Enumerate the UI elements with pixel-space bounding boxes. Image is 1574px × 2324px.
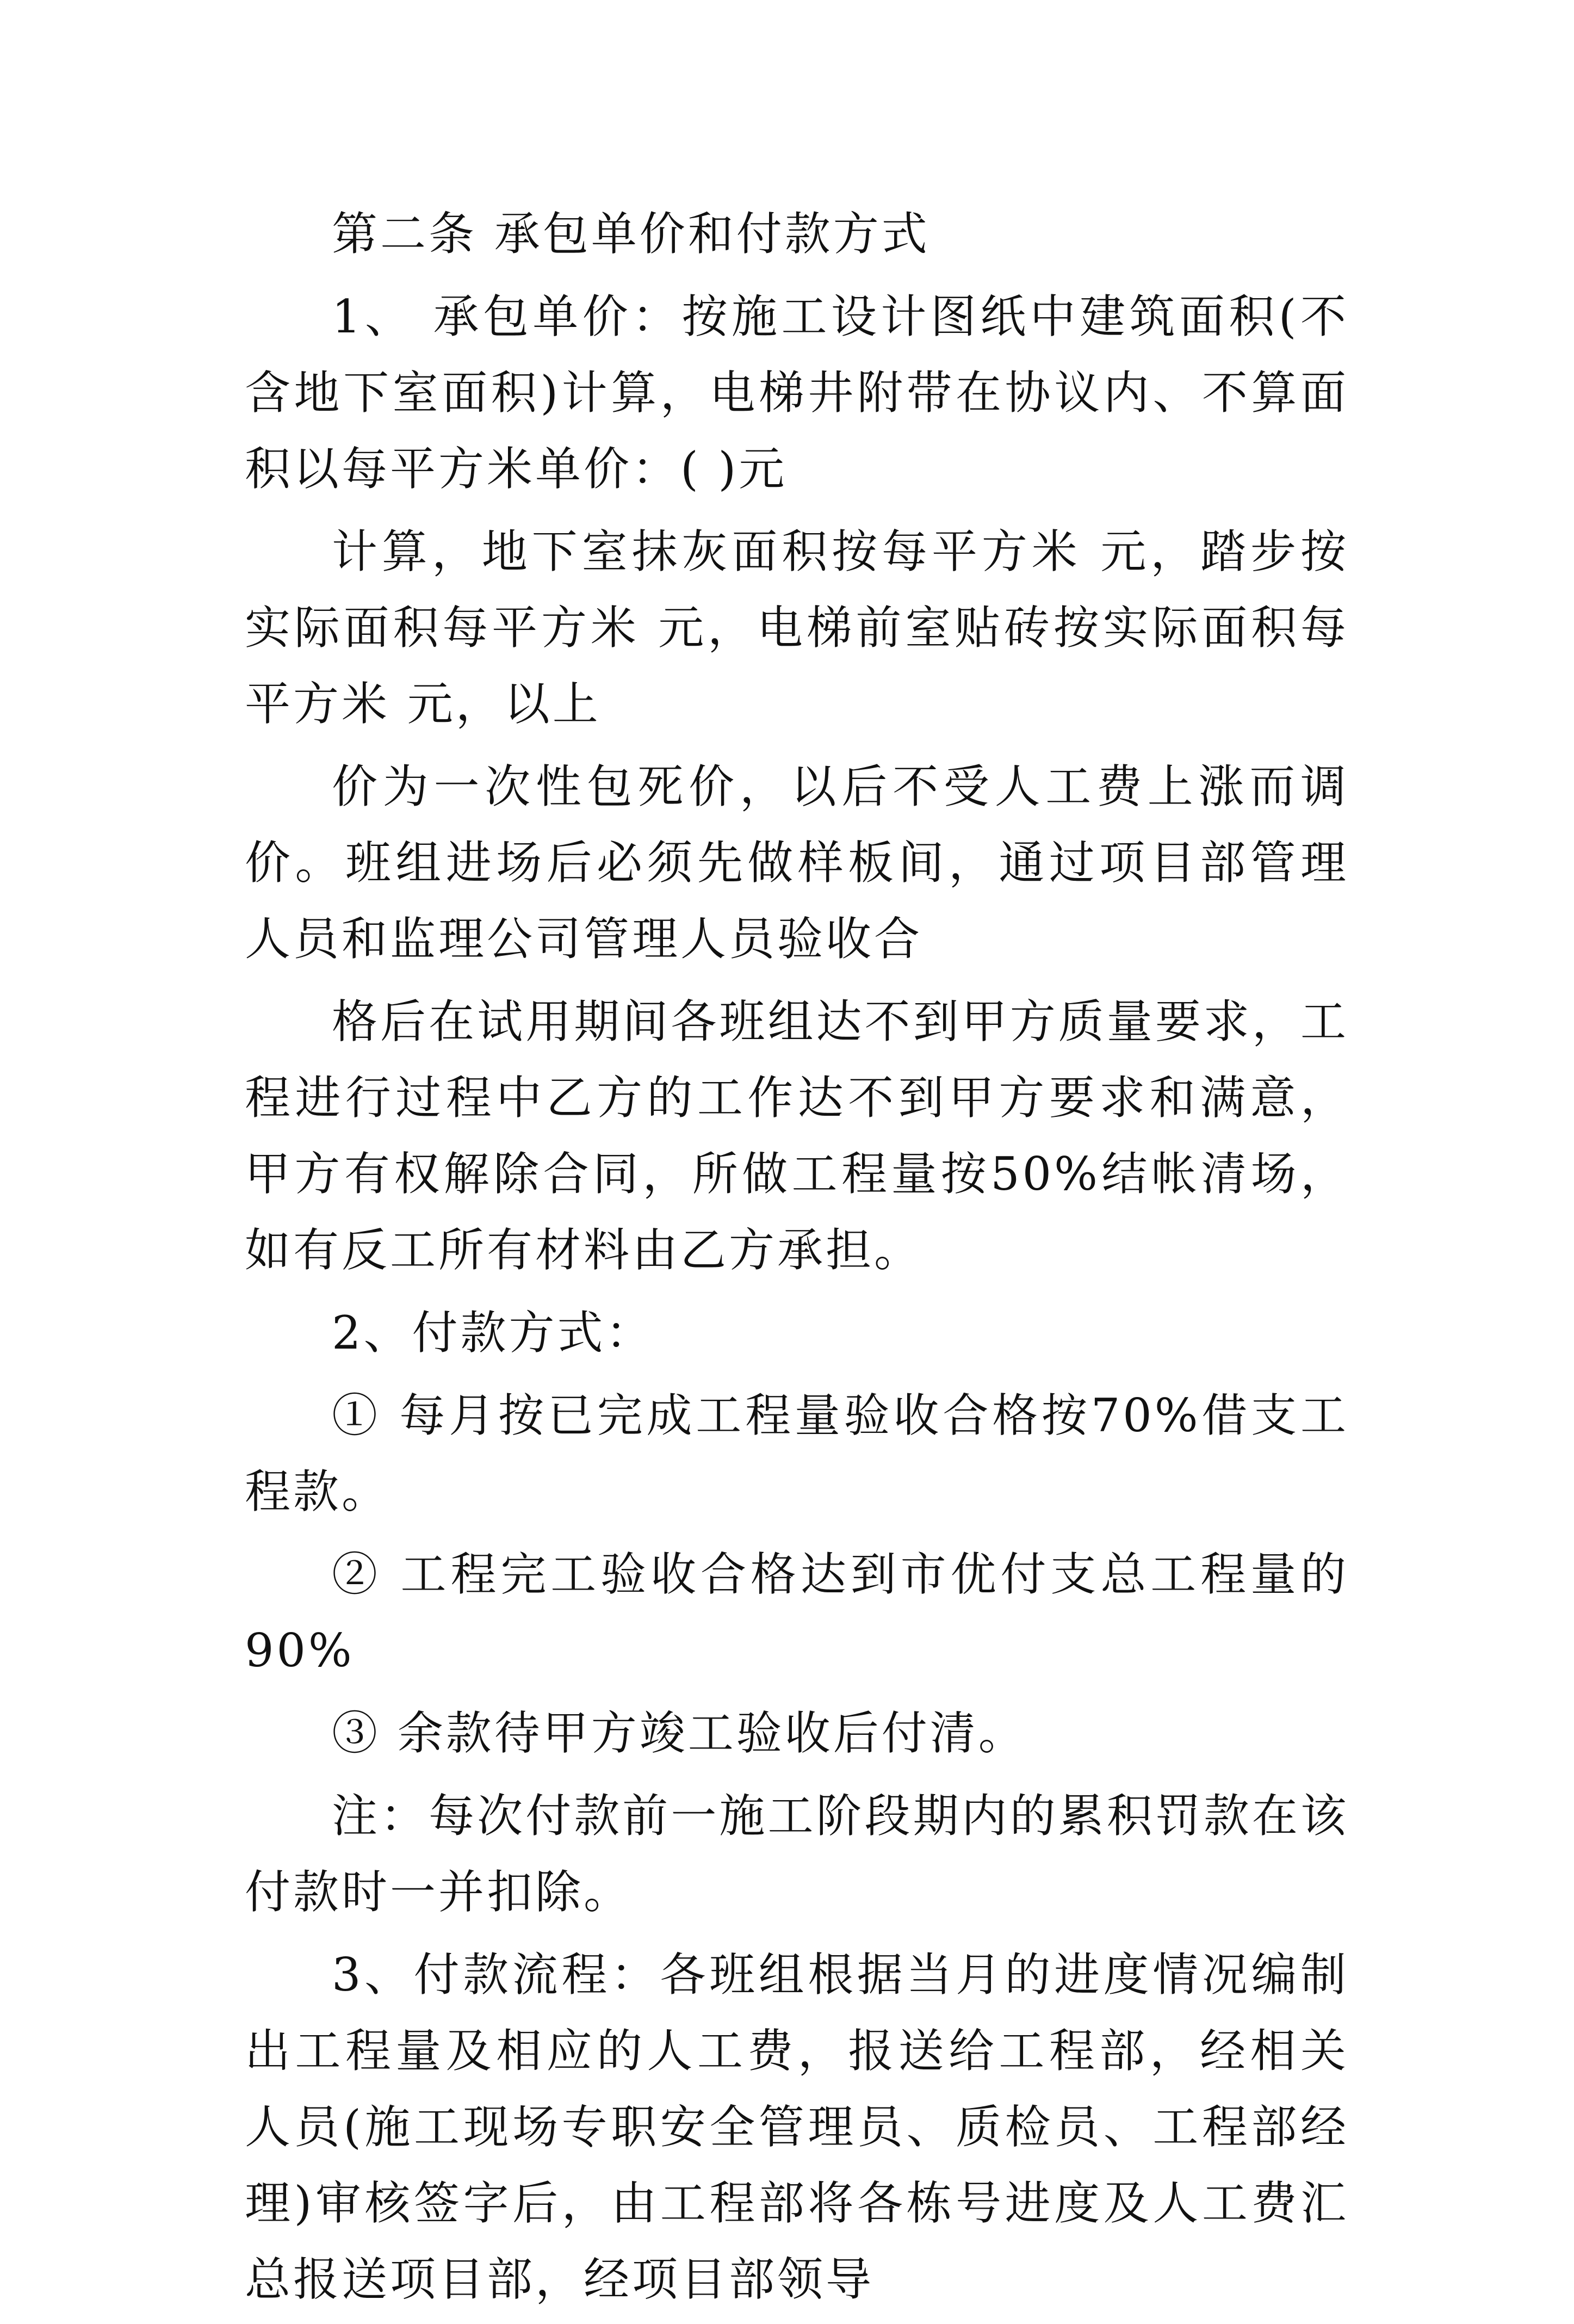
paragraph-payment-process: 3、付款流程：各班组根据当月的进度情况编制出工程量及相应的人工费，报送给工程部，经相关人员(施工现场专职安全管理员、质检员、工程部经理)审核签字后，由工程部将各栋号进度及人工费汇总报送项目部，经项目部领导 [245, 1948, 1349, 2306]
paragraph-payment-method: 2、付款方式： [332, 1306, 654, 1359]
section-heading: 第二条 承包单价和付款方式 [332, 207, 930, 261]
paragraph-fixed-price: 价为一次性包死价，以后不受人工费上涨而调价。班组进场后必须先做样板间，通过项目部管理人员和监理公司管理人员验收合 [245, 760, 1349, 966]
document-body [245, 196, 1349, 2324]
paragraph-calculation: 计算，地下室抹灰面积按每平方米 元，踏步按实际面积每平方米 元，电梯前室贴砖按实际面积每平方米 元，以上 [245, 525, 1349, 731]
paragraph-unit-price: 1、 承包单价：按施工设计图纸中建筑面积(不含地下室面积)计算，电梯井附带在协议内、不算面积以每平方米单价：( )元 [245, 290, 1349, 496]
list-item-balance: ③ 余款待甲方竣工验收后付清。 [332, 1707, 1027, 1760]
paragraph-note: 注：每次付款前一施工阶段期内的累积罚款在该付款时一并扣除。 [245, 1789, 1349, 1919]
list-item-monthly: ① 每月按已完成工程量验收合格按70%借支工程款。 [245, 1389, 1349, 1518]
paragraph-trial-period: 格后在试用期间各班组达不到甲方质量要求，工程进行过程中乙方的工作达不到甲方要求和满意，甲方有权解除合同，所做工程量按50%结帐清场，如有反工所有材料由乙方承担。 [245, 995, 1349, 1277]
list-item-completion: ② 工程完工验收合格达到市优付支总工程量的90% [245, 1548, 1349, 1677]
